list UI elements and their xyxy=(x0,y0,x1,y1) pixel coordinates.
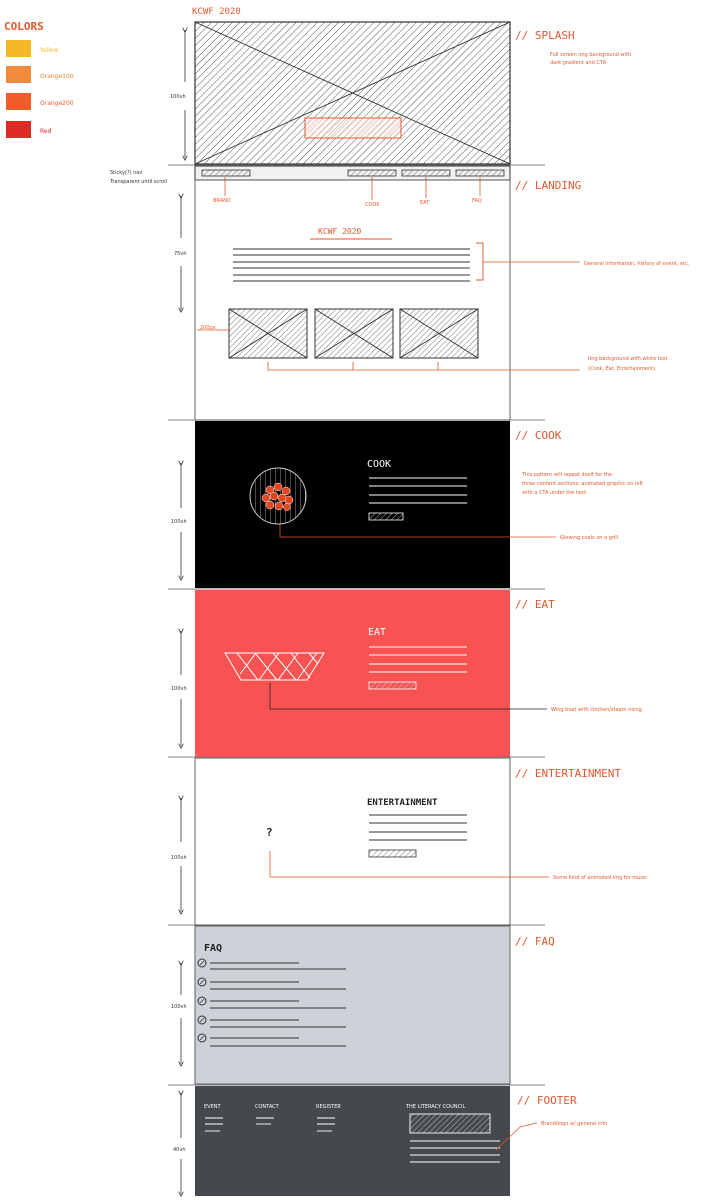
nav-cook-link[interactable] xyxy=(348,170,396,176)
section-label-faq: // FAQ xyxy=(515,935,555,948)
section-label-entertainment: // ENTERTAINMENT xyxy=(515,767,621,780)
landing-section xyxy=(174,179,690,420)
splash-heading: KCWF 2020 xyxy=(192,7,241,17)
cook-note-line: This pattern will repeat itself for the xyxy=(522,472,612,478)
cook-note-line: with a CTA under the text. xyxy=(522,490,588,496)
nav-bar xyxy=(109,166,510,208)
entertainment-height: 100vh xyxy=(171,855,187,861)
nav-faq-link[interactable] xyxy=(456,170,504,176)
faq-height: 100vh xyxy=(171,1004,187,1010)
landing-image-cards xyxy=(229,309,478,358)
swatch-orange100 xyxy=(6,66,74,83)
nav-note-line: Sticky(?) nav xyxy=(110,170,143,176)
cook-note-line: three content sections: animated graphic on left xyxy=(522,481,644,487)
section-label-landing: // LANDING xyxy=(515,179,582,192)
swatch-label: Orange100 xyxy=(40,73,74,80)
swatch-red xyxy=(6,121,52,138)
entertainment-title: ENTERTAINMENT xyxy=(367,798,438,808)
landing-height: 75vh xyxy=(174,251,187,257)
section-label-cook: // COOK xyxy=(515,429,562,442)
landing-image-callout xyxy=(268,362,580,370)
section-label-footer: // FOOTER xyxy=(517,1094,577,1107)
swatch-color xyxy=(6,40,31,57)
entertainment-section xyxy=(171,758,647,925)
music-placeholder-icon: ? xyxy=(266,826,273,839)
cook-callout: Glowing coals on a grill xyxy=(560,535,619,541)
swatch-label: Yellow xyxy=(40,47,59,54)
splash-note-line: dark gradient and CTA xyxy=(550,60,607,66)
swatch-orange200 xyxy=(6,93,74,110)
landing-image-note: Img background with white text xyxy=(588,356,668,362)
entertainment-text-lines xyxy=(369,815,467,840)
nav-note-line: Transparent until scroll xyxy=(110,179,167,185)
eat-callout: Wing boat with chicken/steam rising xyxy=(551,707,642,713)
landing-frame xyxy=(195,180,510,420)
eat-background xyxy=(195,590,510,757)
colors-title: COLORS xyxy=(4,20,44,33)
swatch-color xyxy=(6,93,31,110)
entertainment-frame xyxy=(195,758,510,925)
footer-col-register[interactable]: REGISTER xyxy=(316,1104,341,1110)
eat-height: 100vh xyxy=(171,686,187,692)
landing-image-note: (Cook, Eat, Entertainment). xyxy=(588,366,657,372)
section-label-eat: // EAT xyxy=(515,598,555,611)
footer-col-event[interactable]: EVENT xyxy=(204,1104,221,1110)
nav-label-brand: BRAND xyxy=(213,198,231,204)
landing-title: KCWF 2020 xyxy=(318,227,362,236)
nav-brand-link[interactable] xyxy=(202,170,250,176)
nav-label-faq: FAQ xyxy=(472,198,482,204)
footer-brand-name: THE LITERACY COUNCIL xyxy=(406,1104,466,1110)
splash-note-line: Full screen img background with xyxy=(550,52,632,58)
swatch-label: Orange200 xyxy=(40,100,74,107)
splash-section xyxy=(170,7,631,164)
nav-label-eat: EAT xyxy=(420,200,430,206)
faq-background xyxy=(195,926,510,1084)
footer-col-contact[interactable]: CONTACT xyxy=(255,1104,279,1110)
cook-title: COOK xyxy=(367,459,392,470)
nav-label-cook: COOK xyxy=(365,202,380,208)
swatch-color xyxy=(6,66,31,83)
splash-height: 100vh xyxy=(170,94,186,100)
landing-info-note: General information, history of event, etc. xyxy=(584,261,690,267)
swatch-color xyxy=(6,121,31,138)
entertainment-callout: Some kind of animated img for music xyxy=(553,875,648,881)
colors-panel xyxy=(4,20,74,138)
entertainment-cta-button[interactable] xyxy=(369,850,416,857)
faq-title: FAQ xyxy=(204,943,223,954)
footer-callout: Brand/logo w/ general info xyxy=(541,1121,608,1127)
footer-height: 40vh xyxy=(173,1147,186,1153)
cook-section xyxy=(171,421,643,588)
cook-height: 100vh xyxy=(171,519,187,525)
landing-image-height: 200px xyxy=(200,325,216,331)
nav-eat-link[interactable] xyxy=(402,170,450,176)
landing-text-lines xyxy=(233,249,470,281)
swatch-label: Red xyxy=(40,128,52,135)
faq-section xyxy=(171,926,555,1084)
section-label-splash: // SPLASH xyxy=(515,29,575,42)
footer-logo[interactable] xyxy=(410,1114,490,1133)
eat-section xyxy=(171,590,642,757)
cta-hatch xyxy=(305,118,401,138)
cook-background xyxy=(195,421,510,588)
eat-cta-button[interactable] xyxy=(369,682,416,689)
eat-title: EAT xyxy=(368,627,387,638)
cook-cta-button[interactable] xyxy=(369,513,403,520)
swatch-yellow xyxy=(6,40,59,57)
footer-section xyxy=(173,1086,607,1196)
landing-bracket xyxy=(476,243,483,280)
